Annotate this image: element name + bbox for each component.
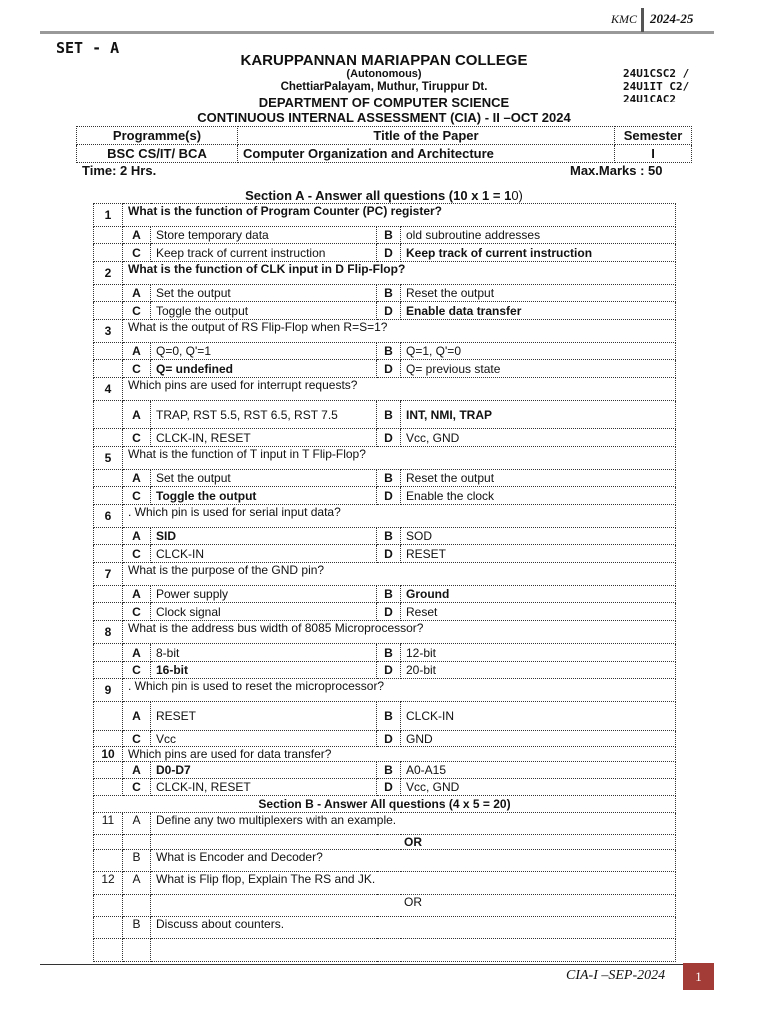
question-number (94, 939, 123, 962)
option-text: Enable the clock (401, 487, 676, 505)
option-text: A0-A15 (401, 762, 676, 779)
option-text: Ground (401, 586, 676, 603)
option-letter: D (377, 487, 401, 505)
option-text: CLCK-IN (151, 545, 377, 563)
option-letter: A (123, 644, 151, 662)
option-letter: B (377, 586, 401, 603)
option-row (94, 545, 676, 563)
option-letter: B (377, 470, 401, 487)
option-letter: D (377, 429, 401, 447)
option-text: Keep track of current instruction (401, 244, 676, 262)
option-spacer (94, 644, 123, 662)
department: DEPARTMENT OF COMPUTER SCIENCE (258, 95, 510, 110)
option-letter: B (377, 762, 401, 779)
option-letter: A (123, 528, 151, 545)
question-text (151, 939, 676, 962)
option-text: Reset the output (401, 470, 676, 487)
option-text: SOD (401, 528, 676, 545)
question-number: 2 (94, 262, 123, 285)
option-letter: C (123, 244, 151, 262)
option-letter: A (123, 872, 151, 895)
option-row (94, 285, 676, 302)
option-letter: B (123, 850, 151, 872)
option-letter: C (123, 487, 151, 505)
option-row (94, 343, 676, 360)
question-row (94, 563, 676, 586)
option-text: Q= previous state (401, 360, 676, 378)
option-letter: B (377, 401, 401, 429)
question-row (94, 378, 676, 401)
section-b-question-row (94, 917, 676, 939)
question-number: 5 (94, 447, 123, 470)
question-number: 7 (94, 563, 123, 586)
option-spacer (94, 343, 123, 360)
option-text: RESET (401, 545, 676, 563)
section-a-title-main: Section A - Answer all questions (10 x 1 = 1 (245, 188, 512, 203)
question-number: 11 (94, 813, 123, 835)
option-row (94, 244, 676, 262)
question-text: What is the function of Program Counter (PC) register? (123, 204, 676, 227)
question-row (94, 679, 676, 702)
option-letter: D (377, 603, 401, 621)
section-b-question-row (94, 872, 676, 895)
title-value: Computer Organization and Architecture (238, 145, 615, 163)
option-letter: B (377, 644, 401, 662)
option-row (94, 429, 676, 447)
question-row (94, 621, 676, 644)
option-letter: B (377, 227, 401, 244)
option-row (94, 603, 676, 621)
option-letter: D (377, 545, 401, 563)
programme-value: BSC CS/IT/ BCA (77, 145, 238, 163)
time-label: Time: 2 Hrs. (82, 163, 157, 178)
question-text: What is the output of RS Flip-Flop when R=S=1? (123, 320, 676, 343)
option-letter: B (377, 702, 401, 731)
question-text: Which pins are used for interrupt requests? (123, 378, 676, 401)
option-letter: D (377, 731, 401, 747)
option-text: Reset (401, 603, 676, 621)
option-text: Vcc, GND (401, 779, 676, 796)
question-number: 9 (94, 679, 123, 702)
option-row (94, 470, 676, 487)
course-codes (623, 67, 689, 102)
option-letter: C (123, 603, 151, 621)
or-label: OR (151, 835, 676, 850)
option-text: 16-bit (151, 662, 377, 679)
question-row (94, 505, 676, 528)
section-b-title: Section B - Answer All questions (4 x 5 = 20) (94, 796, 676, 813)
option-spacer (94, 470, 123, 487)
set-label: SET - A (56, 39, 120, 57)
option-letter (123, 895, 151, 917)
option-text: Power supply (151, 586, 377, 603)
option-row (94, 487, 676, 505)
section-b-row (94, 796, 676, 813)
option-spacer (94, 779, 123, 796)
option-row (94, 227, 676, 244)
option-text: CLCK-IN, RESET (151, 429, 377, 447)
option-text: Q= undefined (151, 360, 377, 378)
option-letter (123, 939, 151, 962)
section-a-title (0, 188, 768, 203)
college-name: KARUPPANNAN MARIAPPAN COLLEGE (240, 52, 528, 69)
section-b-question-row (94, 835, 676, 850)
section-b-question-row (94, 813, 676, 835)
option-text: Q=1, Q'=0 (401, 343, 676, 360)
header-kmc: KMC (611, 12, 638, 26)
option-row (94, 779, 676, 796)
option-row (94, 644, 676, 662)
option-row (94, 528, 676, 545)
question-text: . Which pin is used for serial input data? (123, 505, 676, 528)
header-rule (40, 31, 714, 34)
option-letter: A (123, 227, 151, 244)
section-b-question-row (94, 939, 676, 962)
option-spacer (94, 528, 123, 545)
question-number (94, 895, 123, 917)
option-text: Set the output (151, 470, 377, 487)
option-spacer (94, 360, 123, 378)
question-row (94, 262, 676, 285)
question-text: Discuss about counters. (151, 917, 676, 939)
question-row (94, 747, 676, 762)
semester-value: I (615, 145, 692, 163)
option-letter: C (123, 545, 151, 563)
question-text: What is the purpose of the GND pin? (123, 563, 676, 586)
option-letter: A (123, 702, 151, 731)
option-letter: D (377, 779, 401, 796)
footer-rule (40, 964, 683, 965)
question-number (94, 850, 123, 872)
option-letter: D (377, 360, 401, 378)
option-text: CLCK-IN (401, 702, 676, 731)
option-letter: A (123, 343, 151, 360)
section-a-title-end: 0) (511, 188, 523, 203)
college-address: ChettiarPalayam, Muthur, Tiruppur Dt. (280, 81, 488, 93)
option-row (94, 401, 676, 429)
option-letter: C (123, 302, 151, 320)
college-autonomous: (Autonomous) (346, 68, 422, 80)
option-text: Q=0, Q'=1 (151, 343, 377, 360)
max-marks: Max.Marks : 50 (570, 163, 663, 178)
option-letter: B (377, 528, 401, 545)
option-letter: C (123, 779, 151, 796)
semester-header: Semester (615, 127, 692, 145)
section-b-question-row (94, 895, 676, 917)
question-number: 3 (94, 320, 123, 343)
option-text: Store temporary data (151, 227, 377, 244)
option-letter (123, 835, 151, 850)
section-b-question-row (94, 850, 676, 872)
course-code: 24U1CAC2 (623, 93, 676, 102)
option-spacer (94, 762, 123, 779)
option-text: SID (151, 528, 377, 545)
option-spacer (94, 244, 123, 262)
option-text: 20-bit (401, 662, 676, 679)
option-row (94, 662, 676, 679)
option-letter: D (377, 244, 401, 262)
option-spacer (94, 702, 123, 731)
option-text: Toggle the output (151, 487, 377, 505)
question-row (94, 320, 676, 343)
question-number: 1 (94, 204, 123, 227)
programme-header: Programme(s) (77, 127, 238, 145)
option-text: Vcc (151, 731, 377, 747)
questions-table (93, 203, 676, 962)
question-text: Which pins are used for data transfer? (123, 747, 676, 762)
question-text: What is the address bus width of 8085 Microprocessor? (123, 621, 676, 644)
option-row (94, 762, 676, 779)
title-header: Title of the Paper (238, 127, 615, 145)
option-letter: A (123, 470, 151, 487)
page-number: 1 (683, 963, 714, 990)
option-spacer (94, 302, 123, 320)
option-text: old subroutine addresses (401, 227, 676, 244)
option-spacer (94, 586, 123, 603)
question-text: . Which pin is used to reset the microprocessor? (123, 679, 676, 702)
question-text: What is Encoder and Decoder? (151, 850, 676, 872)
option-letter: B (377, 285, 401, 302)
option-spacer (94, 401, 123, 429)
option-text: Vcc, GND (401, 429, 676, 447)
option-spacer (94, 429, 123, 447)
question-row (94, 204, 676, 227)
option-letter: B (123, 917, 151, 939)
option-text: D0-D7 (151, 762, 377, 779)
question-number: 10 (94, 747, 123, 762)
option-letter: A (123, 586, 151, 603)
option-letter: A (123, 762, 151, 779)
option-text: Keep track of current instruction (151, 244, 377, 262)
exam-title: CONTINUOUS INTERNAL ASSESSMENT (CIA) - II –OCT 2024 (197, 110, 571, 125)
option-spacer (94, 603, 123, 621)
option-letter: A (123, 285, 151, 302)
programme-table (76, 126, 692, 163)
option-text: GND (401, 731, 676, 747)
option-text: 8-bit (151, 644, 377, 662)
option-letter: C (123, 429, 151, 447)
option-text: Reset the output (401, 285, 676, 302)
option-row (94, 586, 676, 603)
option-text: Set the output (151, 285, 377, 302)
question-number (94, 917, 123, 939)
option-letter: C (123, 731, 151, 747)
option-spacer (94, 662, 123, 679)
option-text: 12-bit (401, 644, 676, 662)
option-row (94, 731, 676, 747)
option-spacer (94, 545, 123, 563)
option-letter: C (123, 662, 151, 679)
question-text: What is the function of T input in T Flip-Flop? (123, 447, 676, 470)
or-label: OR (151, 895, 676, 917)
option-text: Enable data transfer (401, 302, 676, 320)
option-row (94, 360, 676, 378)
question-number: 12 (94, 872, 123, 895)
option-spacer (94, 731, 123, 747)
header-year: 2024-25 (650, 11, 694, 26)
option-letter: A (123, 813, 151, 835)
question-text: What is Flip flop, Explain The RS and JK. (151, 872, 676, 895)
option-spacer (94, 487, 123, 505)
option-text: RESET (151, 702, 377, 731)
option-text: CLCK-IN, RESET (151, 779, 377, 796)
option-letter: C (123, 360, 151, 378)
option-text: TRAP, RST 5.5, RST 6.5, RST 7.5 (151, 401, 377, 429)
question-number: 4 (94, 378, 123, 401)
option-spacer (94, 285, 123, 302)
footer-text: CIA-I –SEP-2024 (566, 968, 666, 983)
course-code: 24U1IT C2/ (623, 80, 690, 93)
question-text: Define any two multiplexers with an example. (151, 813, 676, 835)
option-row (94, 702, 676, 731)
option-letter: B (377, 343, 401, 360)
question-number: 8 (94, 621, 123, 644)
option-text: Clock signal (151, 603, 377, 621)
option-row (94, 302, 676, 320)
header-separator (641, 8, 644, 32)
option-letter: D (377, 302, 401, 320)
question-text: What is the function of CLK input in D Flip-Flop? (123, 262, 676, 285)
question-row (94, 447, 676, 470)
course-code: 24U1CSC2 / (623, 67, 690, 80)
question-number: 6 (94, 505, 123, 528)
option-text: INT, NMI, TRAP (401, 401, 676, 429)
option-letter: A (123, 401, 151, 429)
option-spacer (94, 227, 123, 244)
option-text: Toggle the output (151, 302, 377, 320)
option-letter: D (377, 662, 401, 679)
question-number (94, 835, 123, 850)
